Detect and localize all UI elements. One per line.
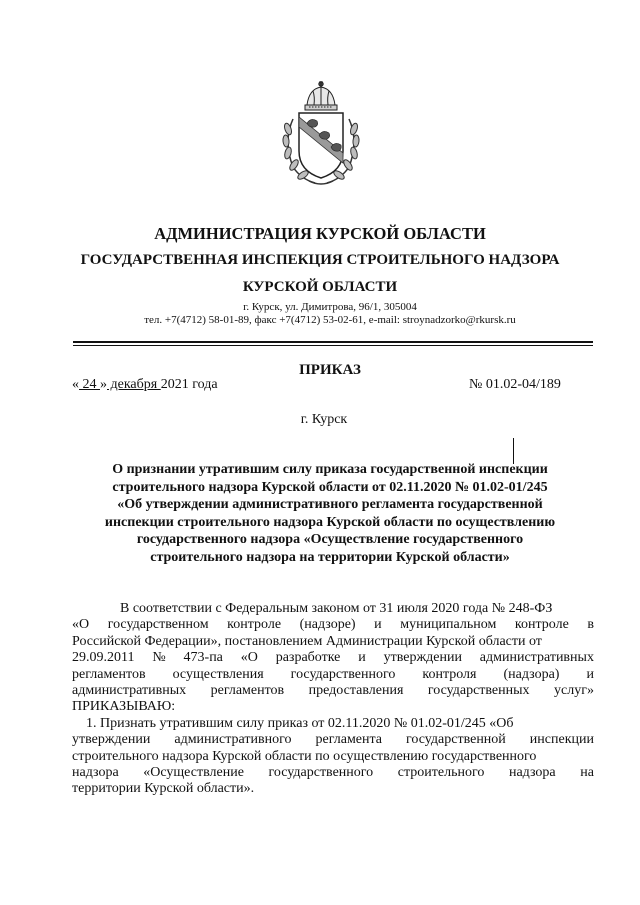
date-year: 2021 года (160, 377, 218, 392)
body-word: государственного (290, 666, 396, 682)
order-subject (82, 461, 578, 566)
body-word: контроле (227, 617, 282, 633)
body-word: в (587, 617, 594, 633)
address: г. Курск, ул. Димитрова, 96/1, 305004 (243, 301, 417, 313)
subject-line: инспекции строительного надзора Курской области по осуществлению (104, 514, 556, 530)
subject-line: строительного надзора на территории Курской области» (150, 549, 510, 565)
body-word: контроля (422, 666, 477, 682)
body-line (72, 765, 594, 781)
order-city: г. Курск (300, 412, 348, 427)
body-word: 1. Признать утратившим силу приказ от 02.11.2020 № 01.02-01/245 «Об (86, 715, 514, 731)
body-word: строительного надзора Курской области по осуществлению государственного (72, 748, 537, 764)
body-word: надзора (508, 765, 556, 781)
body-line (72, 699, 594, 715)
date-day: 24 (79, 377, 100, 392)
body-word: (надзора) (503, 666, 560, 682)
body-word: государственных (427, 683, 530, 699)
body-word: утверждении (383, 650, 462, 666)
body-word: осуществления (172, 666, 264, 682)
body-word: и (358, 650, 366, 666)
body-word: и (374, 617, 382, 633)
body-word: ПРИКАЗЫВАЮ: (72, 699, 176, 715)
body-word: муниципальном (400, 617, 497, 633)
body-word: регламента (315, 732, 383, 748)
paragraph-preamble (72, 601, 594, 716)
body-word: «Осуществление (143, 765, 244, 781)
body-word: регламентов (72, 666, 146, 682)
body-word: утверждении (72, 732, 151, 748)
body-word: контроле (514, 617, 569, 633)
subject-line: О признании утратившим силу приказа государственной инспекции (112, 462, 548, 477)
order-title: ПРИКАЗ (299, 362, 361, 378)
body-line (72, 749, 594, 765)
contacts: тел. +7(4712) 58-01-89, факс +7(4712) 53-02-61, e-mail: stroynadzorko@rkursk.ru (144, 314, 516, 326)
date-month: декабря (107, 377, 161, 392)
body-word: 29.09.2011 (72, 650, 135, 666)
body-word: территории Курской области». (72, 781, 255, 797)
body-word: № (152, 650, 166, 666)
body-word: разработке (275, 650, 341, 666)
body-word: 473-па (183, 650, 223, 666)
body-line (72, 601, 594, 617)
body-word: на (580, 765, 594, 781)
body-word: регламентов (210, 683, 285, 699)
subject-line: государственного надзора «Осуществление государственного (136, 532, 524, 547)
body-word: инспекции (529, 732, 594, 748)
body-line (72, 683, 594, 699)
body-word: надзора (72, 765, 119, 781)
body-line (72, 781, 594, 797)
body-line (72, 667, 594, 683)
body-word: «О (72, 617, 90, 633)
body-line (72, 617, 594, 633)
body-line (72, 650, 594, 666)
body-word: государственном (107, 617, 209, 633)
body-word: Российской Федерации», постановлением Администрации Курской области от (72, 633, 542, 649)
body-word: (надзоре) (299, 617, 356, 633)
body-word: «О (240, 650, 258, 666)
body-word: В соответствии с Федеральным законом от 31 июля 2020 года № 248-ФЗ (120, 601, 553, 616)
inspection-title-line1: ГОСУДАРСТВЕННАЯ ИНСПЕКЦИЯ СТРОИТЕЛЬНОГО НАДЗОРА (80, 252, 560, 268)
order-body (72, 601, 594, 798)
body-line (72, 716, 594, 732)
date-close-quote: » (100, 377, 107, 392)
paragraph-item-1 (72, 716, 594, 798)
order-date (72, 377, 218, 393)
body-word: государственного (268, 765, 374, 781)
header-divider-thick (73, 341, 593, 343)
body-line (72, 634, 594, 650)
body-word: государственной (406, 732, 506, 748)
subject-line: строительного надзора Курской области от 02.11.2020 № 01.02-01/245 (112, 479, 548, 495)
subject-line: «Об утверждении административного регламента государственной (117, 497, 543, 512)
inspection-title-line2: КУРСКОЙ ОБЛАСТИ (242, 279, 398, 295)
body-word: строительного (397, 765, 485, 781)
date-open-quote: « (72, 377, 79, 392)
header-divider-thin (73, 345, 593, 346)
body-word: административных (479, 650, 594, 666)
body-line (72, 732, 594, 748)
body-word: административных (72, 683, 187, 699)
order-number: № 01.02-04/189 (469, 377, 561, 392)
body-word: административного (174, 732, 292, 748)
body-word: и (586, 666, 594, 682)
body-word: услуг» (554, 683, 594, 699)
coat-of-arms-emblem (279, 81, 363, 187)
organization-title: АДМИНИСТРАЦИЯ КУРСКОЙ ОБЛАСТИ (154, 224, 486, 243)
body-word: предоставления (308, 683, 404, 699)
